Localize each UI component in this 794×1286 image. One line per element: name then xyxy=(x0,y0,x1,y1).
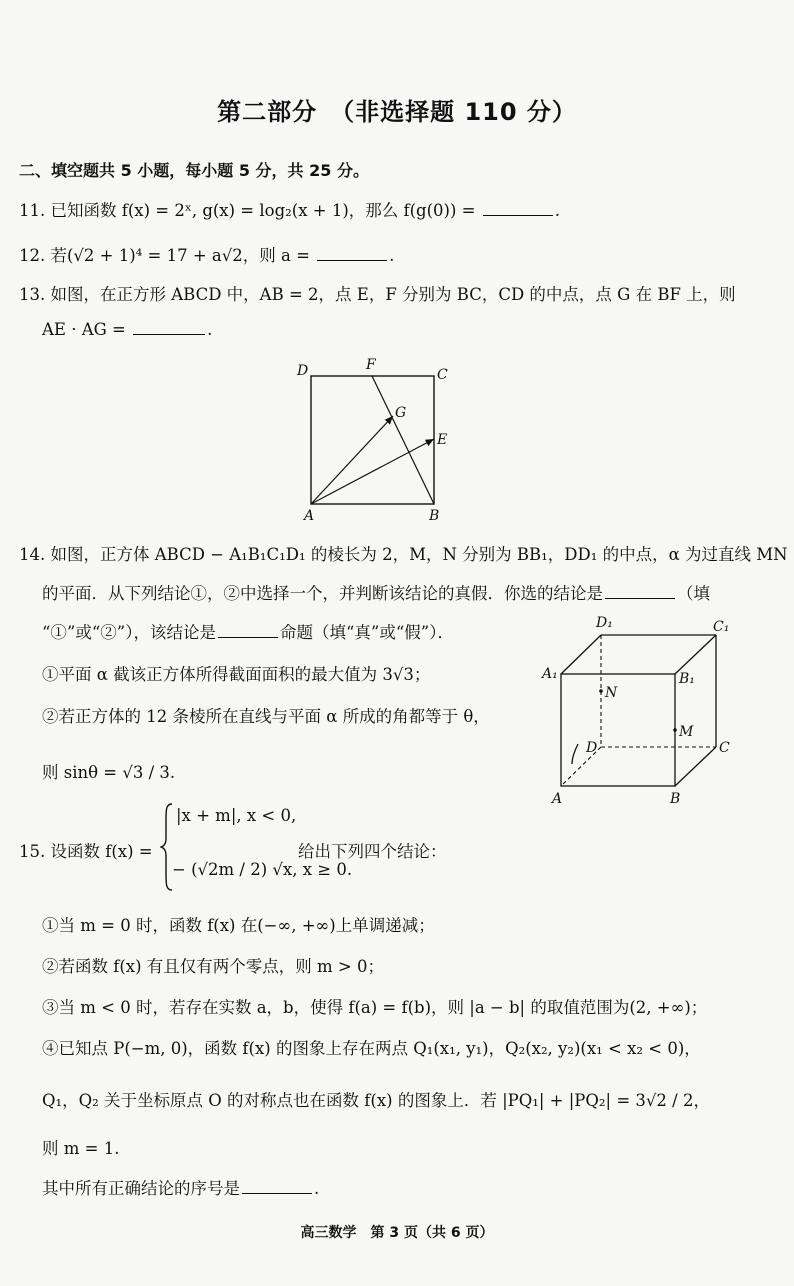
question-15-tail: 给出下列四个结论： xyxy=(298,842,447,861)
question-14-choice-hint: “①”或“②”），该结论是 xyxy=(42,623,216,642)
cube-edge xyxy=(675,635,716,674)
label-c: C xyxy=(437,367,448,383)
question-15-final xyxy=(42,1175,319,1199)
square-figure xyxy=(290,355,460,525)
question-14-prompt: 的平面．从下列结论①，②中选择一个，并判断该结论的真假．你选的结论是 xyxy=(42,584,603,603)
answer-blank-15[interactable] xyxy=(242,1192,312,1194)
conclusion-1: ①平面 α 截该正方体所得截面面积的最大值为 3√3； xyxy=(42,665,431,684)
label-a: A xyxy=(552,791,563,807)
statement-1: ①当 m = 0 时，函数 f(x) 在(−∞, +∞)上单调递减； xyxy=(42,916,435,935)
question-11 xyxy=(19,197,560,221)
piecewise-case-1: |x + m|, x < 0, xyxy=(176,806,297,825)
question-12-end: . xyxy=(389,246,395,265)
label-b1: B₁ xyxy=(679,671,695,687)
label-c1: C₁ xyxy=(713,619,730,635)
question-14-fill-hint: （填 xyxy=(677,584,710,603)
answer-blank-11[interactable] xyxy=(483,214,553,216)
question-13-line-1: 13. 如图，在正方形 ABCD 中，AB = 2，点 E，F 分别为 BC，CD 的中点，点 G 在 BF 上，则 xyxy=(19,285,736,304)
question-12-text: 12. 若(√2 + 1)⁴ = 17 + a√2，则 a = xyxy=(19,246,316,265)
segment-bf xyxy=(372,376,434,504)
question-15-lead: 15. 设函数 f(x) = xyxy=(19,842,153,861)
question-11-end: . xyxy=(554,201,560,220)
label-g: G xyxy=(395,405,407,421)
piecewise-case-2: − (√2m / 2) √x, x ≥ 0. xyxy=(172,860,353,879)
point-m xyxy=(673,728,677,732)
label-b: B xyxy=(670,791,681,807)
label-c: C xyxy=(719,740,730,756)
answer-blank-14a[interactable] xyxy=(605,597,675,599)
statement-3: ③当 m < 0 时，若存在实数 a，b，使得 f(a) = f(b)，则 |a − b| 的取值范围为(2, +∞)； xyxy=(42,998,708,1017)
label-d: D xyxy=(586,740,598,756)
pencil-mark xyxy=(572,744,578,764)
statement-4-line-2: Q₁，Q₂ 关于坐标原点 O 的对称点也在函数 f(x) 的图象上．若 |PQ₁| + |PQ₂| = 3√2 / 2， xyxy=(42,1091,710,1110)
vector-ae xyxy=(311,439,434,504)
question-14-line-3 xyxy=(42,619,454,643)
question-13-line-2 xyxy=(42,320,212,339)
label-a: A xyxy=(304,508,315,524)
page-footer: 高三数学 第 3 页（共 6 页） xyxy=(300,1225,494,1241)
piecewise-definition xyxy=(160,802,353,892)
question-13-end: . xyxy=(207,320,213,339)
label-a1: A₁ xyxy=(542,666,558,682)
page-title: 第二部分 （非选择题 110 分） xyxy=(217,98,577,126)
conclusion-2-result: 则 sinθ = √3 / 3. xyxy=(42,763,176,782)
cube-edge xyxy=(675,747,716,786)
question-11-text: 11. 已知函数 f(x) = 2ˣ, g(x) = log₂(x + 1)，那么 f(g(0)) = xyxy=(19,201,481,220)
conclusion-2: ②若正方体的 12 条棱所在直线与平面 α 所成的角都等于 θ， xyxy=(42,707,490,726)
vector-ag xyxy=(311,416,393,504)
label-d1: D₁ xyxy=(596,615,613,631)
label-m: M xyxy=(679,724,694,740)
question-12 xyxy=(19,242,394,266)
cube-figure xyxy=(538,612,738,812)
statement-2: ②若函数 f(x) 有且仅有两个零点，则 m > 0； xyxy=(42,957,384,976)
answer-blank-13[interactable] xyxy=(133,333,205,335)
label-f: F xyxy=(366,357,376,373)
label-e: E xyxy=(437,432,448,448)
label-n: N xyxy=(605,685,618,701)
label-d: D xyxy=(297,363,309,379)
question-14-truth-hint: 命题（填“真”或“假”）． xyxy=(280,623,454,642)
statement-4-line-3: 则 m = 1. xyxy=(42,1139,120,1158)
point-n xyxy=(599,689,603,693)
question-14-line-1: 14. 如图，正方体 ABCD − A₁B₁C₁D₁ 的棱长为 2，M，N 分别为 BB₁，DD₁ 的中点，α 为过直线 MN xyxy=(19,545,788,564)
question-15-final-text: 其中所有正确结论的序号是 xyxy=(42,1179,240,1198)
question-14-line-2 xyxy=(42,580,710,604)
cube-edge xyxy=(561,635,601,674)
statement-4-line-1: ④已知点 P(−m, 0)，函数 f(x) 的图象上存在两点 Q₁(x₁, y₁)，Q₂(x₂, y₂)(x₁ < x₂ < 0)， xyxy=(42,1039,701,1058)
label-b: B xyxy=(429,508,440,524)
answer-blank-14b[interactable] xyxy=(218,636,278,638)
section-heading: 二、填空题共 5 小题，每小题 5 分，共 25 分。 xyxy=(19,161,369,180)
question-13-expr: AE · AG = xyxy=(42,320,132,339)
answer-blank-12[interactable] xyxy=(317,259,387,261)
question-15-final-end: . xyxy=(314,1179,320,1198)
